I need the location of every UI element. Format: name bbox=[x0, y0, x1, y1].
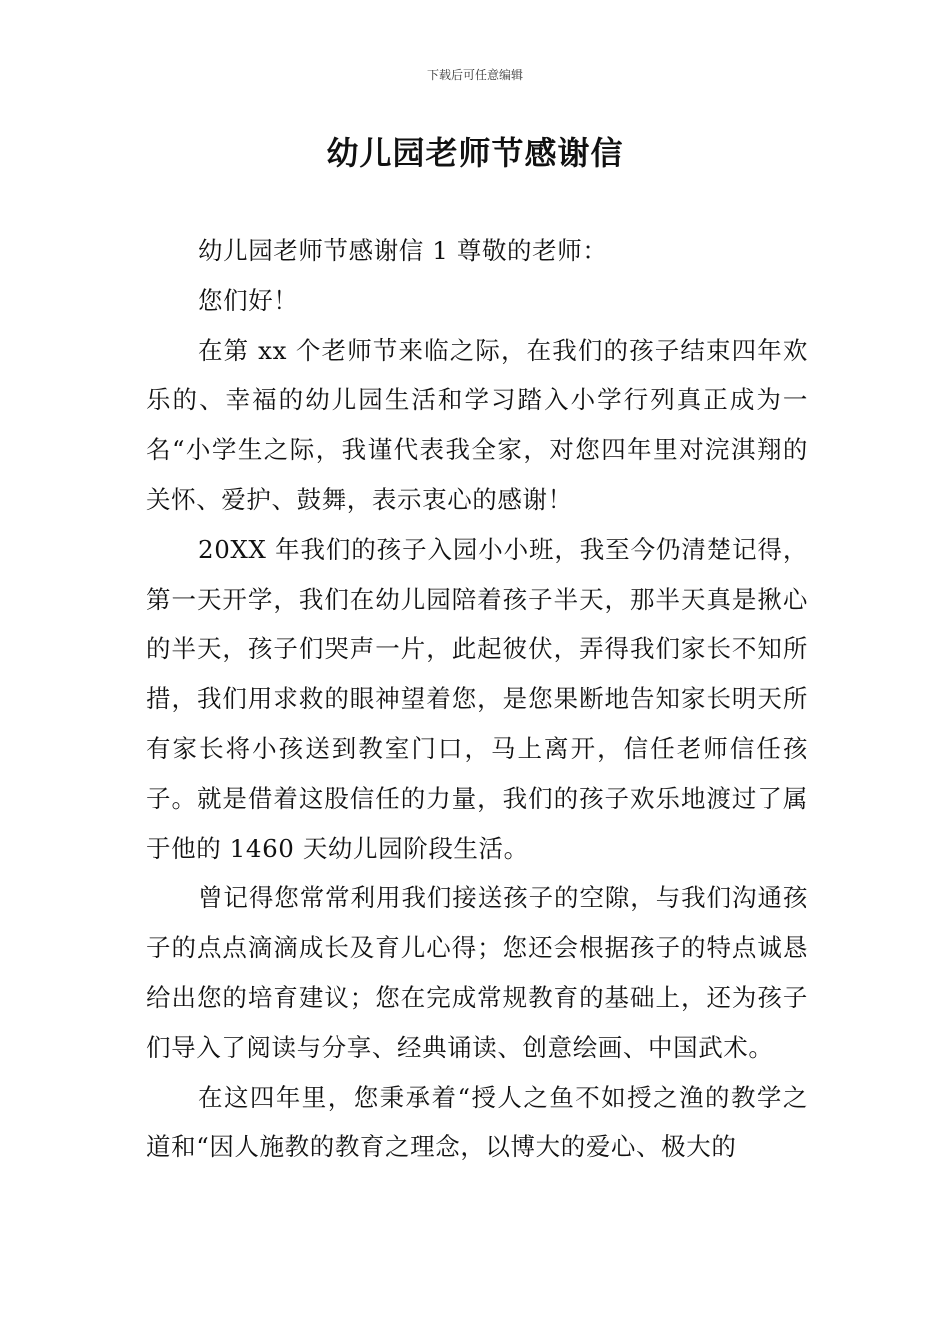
letter-body bbox=[146, 226, 808, 1172]
paragraph-salutation: 幼儿园老师节感谢信 1 尊敬的老师： bbox=[198, 236, 608, 265]
document-title: 幼儿园老师节感谢信 bbox=[326, 134, 624, 172]
paragraph-thanks: 在第 xx 个老师节来临之际，在我们的孩子结束四年欢乐的、幸福的幼儿园生活和学习踏入小学行列真正成为一名“小学生之际，我谨代表我全家，对您四年里对浣淇翔的关怀、爱护、鼓舞，表示衷心的感谢！ bbox=[146, 335, 808, 514]
paragraph-greeting: 您们好！ bbox=[198, 285, 299, 315]
header-note: 下载后可任意编辑 bbox=[426, 68, 523, 82]
paragraph-first-day: 20XX 年我们的孩子入园小小班，我至今仍清楚记得，第一天开学，我们在幼儿园陪着孩子半天，那半天真是揪心的半天，孩子们哭声一片，此起彼伏，弄得我们家长不知所措，我们用求救的眼神望着您，是您果断地告知家长明天所有家长将小孩送到教室门口，马上离开，信任老师信任孩子。就是借着这股信任的力量，我们的孩子欢乐地渡过了属于他的 1460 天幼儿园阶段生活。 bbox=[146, 534, 808, 863]
paragraph-communication: 曾记得您常常利用我们接送孩子的空隙，与我们沟通孩子的点点滴滴成长及育儿心得；您还会根据孩子的特点诚恳给出您的培育建议；您在完成常规教育的基础上，还为孩子们导入了阅读与分享、经典诵读、创意绘画、中国武术。 bbox=[146, 883, 808, 1062]
paragraph-four-years: 在这四年里，您秉承着“授人之鱼不如授之渔的教学之道和“因人施教的教育之理念，以博大的爱心、极大的 bbox=[146, 1082, 808, 1162]
